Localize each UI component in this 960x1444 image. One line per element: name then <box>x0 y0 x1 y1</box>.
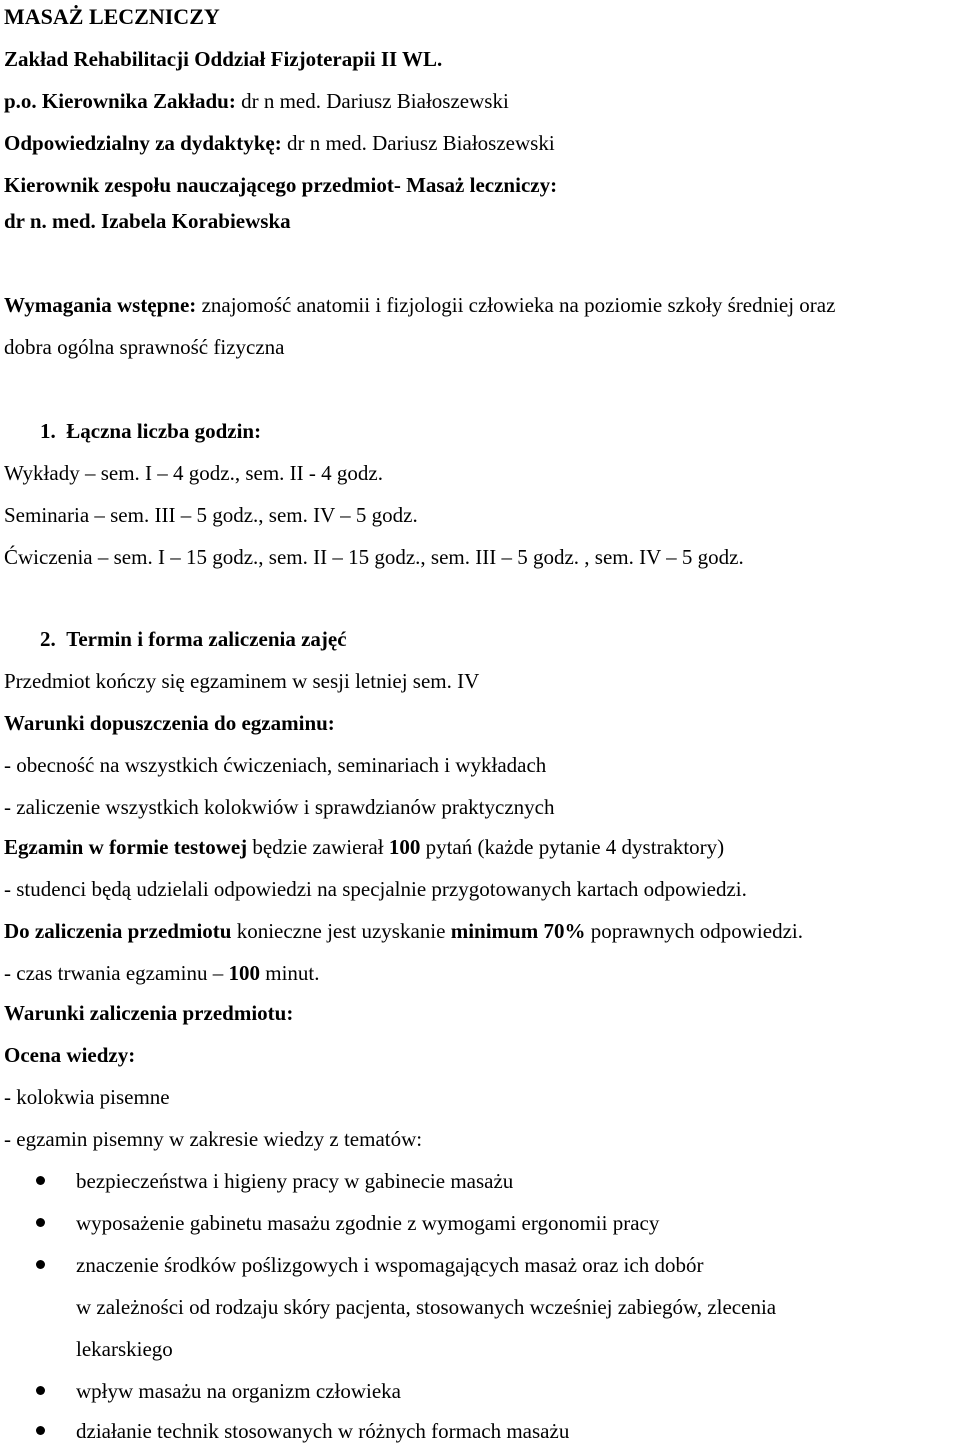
admission-heading: Warunki dopuszczenia do egzaminu: <box>4 711 335 735</box>
pass-condition: Do zaliczenia przedmiotu konieczne jest uzyskanie minimum 70% poprawnych odpowiedzi. <box>4 919 803 943</box>
exam-answers: - studenci będą udzielali odpowiedzi na specjalnie przygotowanych kartach odpowiedzi. <box>4 877 747 901</box>
topic-list-item-cont: lekarskiego <box>76 1337 173 1361</box>
knowledge-item: - kolokwia pisemne <box>4 1085 170 1109</box>
exam-format: Egzamin w formie testowej będzie zawierał 100 pytań (każde pytanie 4 dystraktory) <box>4 835 725 859</box>
bullet-icon <box>36 1426 45 1435</box>
exam-intro: Przedmiot kończy się egzaminem w sesji letniej sem. IV <box>4 669 480 693</box>
completion-heading: Warunki zaliczenia przedmiotu: <box>4 1001 294 1025</box>
topic-list-item: wpływ masażu na organizm człowieka <box>76 1378 401 1404</box>
knowledge-item: - egzamin pisemny w zakresie wiedzy z tematów: <box>4 1127 423 1151</box>
exam-duration: - czas trwania egzaminu – 100 minut. <box>4 961 320 985</box>
knowledge-heading: Ocena wiedzy: <box>4 1043 136 1067</box>
bullet-icon <box>36 1260 45 1269</box>
requirements-text: znajomość anatomii i fizjologii człowieka na poziomie szkoły średniej oraz <box>201 293 836 317</box>
page-title: MASAŻ LECZNICZY <box>4 4 220 29</box>
hours-seminars: Seminaria – sem. III – 5 godz., sem. IV – 5 godz. <box>4 503 418 527</box>
requirements <box>4 292 835 318</box>
topic-list-item: wyposażenie gabinetu masażu zgodnie z wymogami ergonomii pracy <box>76 1210 659 1236</box>
head-name: dr n med. Dariusz Białoszewski <box>241 89 509 113</box>
topic-list-item: bezpieczeństwa i higieny pracy w gabinecie masażu <box>76 1168 513 1194</box>
topic-list-item: działanie technik stosowanych w różnych formach masażu <box>76 1418 569 1444</box>
requirements-text-cont: dobra ogólna sprawność fizyczna <box>4 335 285 359</box>
bullet-icon <box>36 1176 45 1185</box>
bullet-icon <box>36 1218 45 1227</box>
bullet-icon <box>36 1386 45 1395</box>
hours-exercises: Ćwiczenia – sem. I – 15 godz., sem. II – 15 godz., sem. III – 5 godz. , sem. IV – 5 godz. <box>4 545 744 569</box>
head-label: p.o. Kierownika Zakładu: <box>4 89 236 113</box>
team-leader-label: Kierownik zespołu nauczającego przedmiot- Masaż leczniczy: <box>4 173 558 197</box>
topic-list-item-cont: w zależności od rodzaju skóry pacjenta, stosowanych wcześniej zabiegów, zlecenia <box>76 1295 777 1319</box>
team-leader-name: dr n. med. Izabela Korabiewska <box>4 209 291 233</box>
section1-heading: 1. Łączna liczba godzin: <box>40 419 262 443</box>
hours-lectures: Wykłady – sem. I – 4 godz., sem. II - 4 godz. <box>4 461 383 485</box>
didactics-name: dr n med. Dariusz Białoszewski <box>286 131 555 155</box>
requirements-label: Wymagania wstępne: <box>4 293 197 317</box>
admission-item: - obecność na wszystkich ćwiczeniach, seminariach i wykładach <box>4 753 547 777</box>
didactics-responsible <box>4 130 555 156</box>
didactics-label: Odpowiedzialny za dydaktykę: <box>4 131 282 155</box>
head-of-department <box>4 88 509 114</box>
admission-item: - zaliczenie wszystkich kolokwiów i sprawdzianów praktycznych <box>4 795 555 819</box>
topic-list-item: znaczenie środków poślizgowych i wspomagających masaż oraz ich dobór <box>76 1252 703 1278</box>
section2-heading: 2. Termin i forma zaliczenia zajęć <box>40 627 347 651</box>
department-name: Zakład Rehabilitacji Oddział Fizjoterapii II WL. <box>4 47 443 71</box>
